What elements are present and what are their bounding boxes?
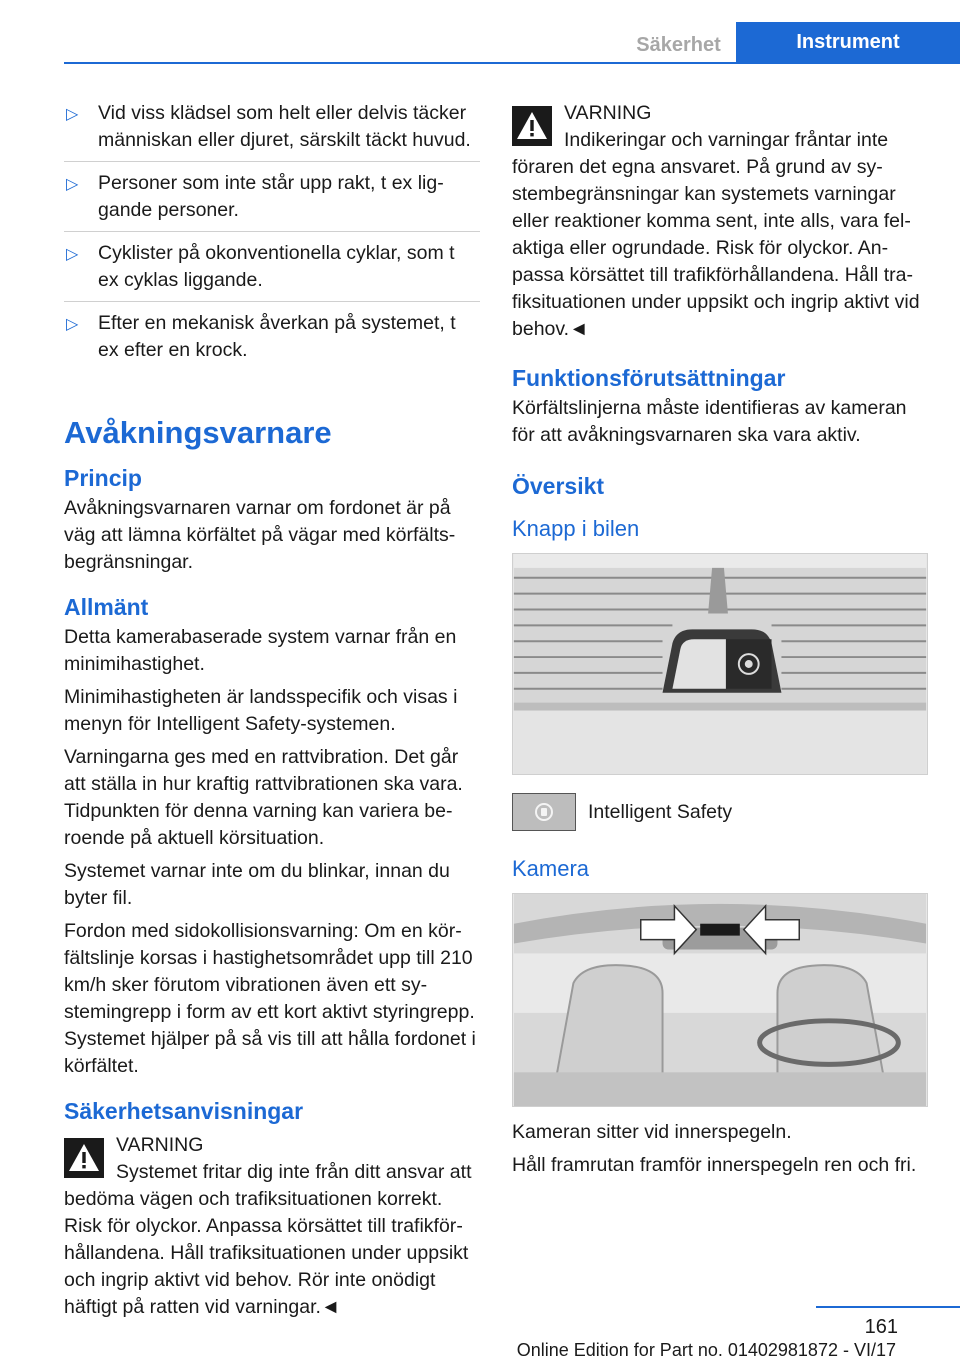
intelligent-safety-icon (532, 800, 556, 824)
left-column (64, 100, 480, 1321)
warning-title: VARNING (116, 1134, 204, 1156)
list-item: ▷ Vid viss klädsel som helt eller delvis täcker människan eller djuret, särskilt täckt huvud. (66, 102, 471, 151)
warning-block (512, 100, 928, 343)
triangle-bullet-icon: ▷ (66, 176, 79, 193)
general-paragraph: Fordon med sidokollisionsvarning: Om en körfältslinje korsas i hastighetsområdet upp till 210 km/h sker förutom vibrationen även ett systemingrepp i form av ett kort aktivt styringrepp. Systemet hjälper på så vis till att hålla fordonet i körfältet. (64, 920, 476, 1077)
header-divider (64, 62, 960, 64)
warning-text: Systemet fritar dig inte från ditt ansvar att bedöma vägen och trafiksituationen korrekt. Risk för olyckor. Anpassa körsättet till trafikförhållandena. Håll trafiksituationen under uppsikt och ingrip aktivt vid behov. Rör inte onödigt häftigt på ratten vid varningar.◄ (64, 1161, 472, 1318)
edition-note: Online Edition for Part no. 01402981872 - VI/17 (516, 1340, 896, 1360)
tab-safety[interactable]: Säkerhet (622, 28, 735, 62)
general-paragraph: Systemet varnar inte om du blinkar, innan du byter fil. (64, 860, 450, 909)
requirements-heading: Funktionsförutsättningar (512, 365, 786, 391)
camera-heading: Kamera (512, 856, 590, 881)
triangle-bullet-icon: ▷ (66, 316, 79, 333)
right-column (512, 100, 928, 1185)
camera-paragraph: Håll framrutan framför innerspegeln ren och fri. (512, 1154, 917, 1176)
warning-title: VARNING (564, 102, 652, 124)
warning-text: Indikeringar och varningar fråntar inte föraren det egna ansvaret. På grund av systembegränsningar kan systemets varningar eller reaktioner komma sent, inte alls, vara felaktiga eller ogrundade. Risk för olyckor. Anpassa körsättet till trafikförhållandena. Håll trafiksituationen under uppsikt och ingrip aktivt vid behov.◄ (512, 129, 920, 340)
list-item: ▷ Efter en mekanisk åverkan på systemet, t ex efter en krock. (66, 312, 456, 361)
general-heading: Allmänt (64, 594, 149, 620)
page-header (0, 0, 960, 62)
general-paragraph: Detta kamerabaserade system varnar från en minimihastighet. (64, 626, 457, 675)
page-number: 161 (864, 1316, 898, 1338)
intelligent-safety-button-icon (512, 793, 576, 831)
warning-block (64, 1132, 480, 1321)
list-item: ▷ Personer som inte står upp rakt, t ex liggande personer. (66, 172, 444, 221)
divider (64, 231, 480, 232)
general-paragraph: Minimihastigheten är landsspecifik och visas i menyn för Intelligent Safety-systemen. (64, 686, 458, 735)
divider (64, 301, 480, 302)
requirements-text: Körfältslinjerna måste identifieras av kameran för att avåkningsvarnaren ska vara aktiv. (512, 397, 907, 446)
footer-divider (816, 1306, 960, 1308)
camera-paragraph: Kameran sitter vid innerspegeln. (512, 1121, 792, 1143)
overview-heading: Översikt (512, 473, 605, 499)
bullet-list (64, 100, 480, 385)
warning-triangle-icon (512, 106, 552, 146)
warning-triangle-icon (64, 1138, 104, 1178)
principle-heading: Princip (64, 465, 142, 491)
button-in-car-illustration (512, 553, 928, 775)
safety-heading: Säkerhetsanvisningar (64, 1098, 304, 1124)
tab-instrument[interactable]: Instrument (736, 22, 960, 62)
button-caption-row (512, 793, 928, 831)
general-paragraph: Varningarna ges med en rattvibration. Det går att ställa in hur kraftig rattvibrationen ska vara. Tidpunkten för denna varning kan variera beroende på aktuell körsituation. (64, 746, 463, 849)
triangle-bullet-icon: ▷ (66, 106, 79, 123)
list-item: ▷ Cyklister på okonventionella cyklar, som t ex cyklas liggande. (66, 242, 455, 291)
divider (64, 161, 480, 162)
button-caption: Intelligent Safety (588, 800, 733, 823)
button-heading: Knapp i bilen (512, 516, 640, 541)
section-title: Avåkningsvarnare (64, 415, 332, 450)
triangle-bullet-icon: ▷ (66, 246, 79, 263)
camera-illustration (512, 893, 928, 1107)
principle-text: Avåkningsvarnaren varnar om fordonet är på väg att lämna körfältet på vägar med körfältsbegränsningar. (64, 497, 456, 573)
